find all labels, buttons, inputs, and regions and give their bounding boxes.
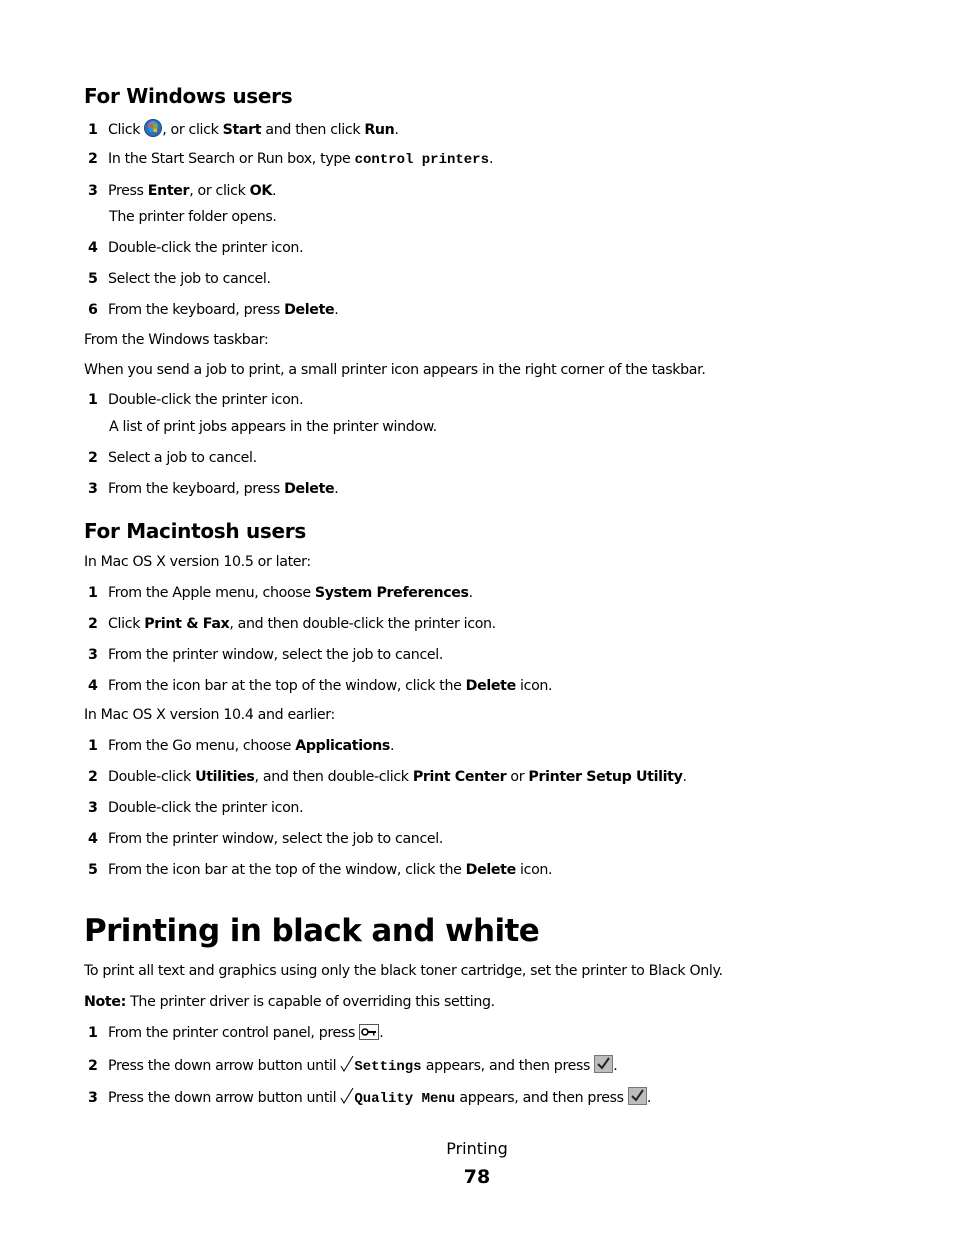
mac-step: 3 Double-click the printer icon. bbox=[88, 800, 304, 816]
taskbar-step: 2 Select a job to cancel. bbox=[88, 450, 257, 466]
bw-step: 3 Press the down arrow button until Quality Menu appears, and then press . bbox=[88, 1087, 651, 1110]
taskbar-intro: From the Windows taskbar: bbox=[84, 332, 269, 348]
step-result: A list of print jobs appears in the printer window. bbox=[109, 419, 437, 435]
step-result: The printer folder opens. bbox=[109, 209, 277, 225]
footer-section-label: Printing bbox=[446, 1139, 508, 1158]
taskbar-step: 1 Double-click the printer icon. bbox=[88, 392, 304, 408]
select-checkmark-icon bbox=[594, 1055, 613, 1078]
menu-key-icon bbox=[359, 1024, 379, 1045]
bw-note: Note: The printer driver is capable of overriding this setting. bbox=[84, 994, 495, 1010]
bw-heading: Printing in black and white bbox=[84, 913, 540, 949]
radical-check-icon bbox=[340, 1087, 354, 1110]
mac-v104-intro: In Mac OS X version 10.4 and earlier: bbox=[84, 707, 335, 723]
mac-step: 2 Click Print & Fax, and then double-click the printer icon. bbox=[88, 616, 496, 632]
radical-check-icon bbox=[340, 1055, 354, 1078]
windows-step: 6 From the keyboard, press Delete. bbox=[88, 302, 339, 318]
mac-step: 2 Double-click Utilities, and then double-click Print Center or Printer Setup Utility. bbox=[88, 769, 687, 785]
mac-v105-intro: In Mac OS X version 10.5 or later: bbox=[84, 554, 311, 570]
select-checkmark-icon bbox=[628, 1087, 647, 1110]
windows-start-orb-icon bbox=[144, 119, 162, 142]
windows-step: 5 Select the job to cancel. bbox=[88, 271, 271, 287]
windows-step: 3 Press Enter, or click OK. bbox=[88, 183, 277, 199]
mac-step: 4 From the icon bar at the top of the window, click the Delete icon. bbox=[88, 678, 553, 694]
bw-step: 2 Press the down arrow button until Settings appears, and then press . bbox=[88, 1055, 617, 1078]
taskbar-step: 3 From the keyboard, press Delete. bbox=[88, 481, 339, 497]
windows-step: 1 Click , or click Start and then click Run. bbox=[88, 119, 399, 142]
mac-step: 3 From the printer window, select the job to cancel. bbox=[88, 647, 444, 663]
mac-step: 5 From the icon bar at the top of the window, click the Delete icon. bbox=[88, 862, 553, 878]
bw-intro: To print all text and graphics using only the black toner cartridge, set the printer to Black Only. bbox=[84, 963, 723, 979]
bw-step: 1 From the printer control panel, press . bbox=[88, 1024, 383, 1045]
mac-heading: For Macintosh users bbox=[84, 519, 306, 543]
windows-heading: For Windows users bbox=[84, 84, 293, 108]
windows-step: 2 In the Start Search or Run box, type control printers. bbox=[88, 151, 494, 168]
page-number: 78 bbox=[463, 1166, 491, 1188]
mac-step: 1 From the Apple menu, choose System Preferences. bbox=[88, 585, 473, 601]
taskbar-description: When you send a job to print, a small printer icon appears in the right corner of the taskbar. bbox=[84, 362, 706, 378]
windows-step: 4 Double-click the printer icon. bbox=[88, 240, 304, 256]
mac-step: 4 From the printer window, select the job to cancel. bbox=[88, 831, 444, 847]
mac-step: 1 From the Go menu, choose Applications. bbox=[88, 738, 395, 754]
